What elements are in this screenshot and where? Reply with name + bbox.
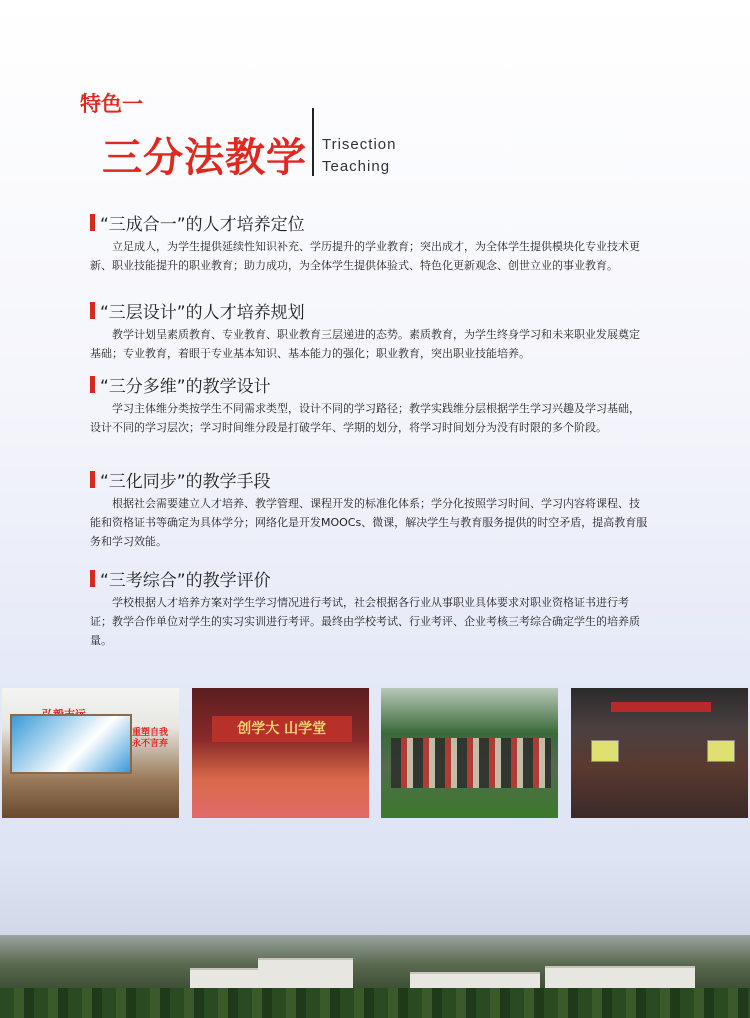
section-body: 立足成人，为学生提供延续性知识补充、学历提升的学业教育；突出成才，为全体学生提供模块化专业技术更新、职业技能提升的职业教育；助力成功，为全体学生提供体验式、特色化更新观念、创世立业的事业教育。 <box>90 240 640 272</box>
outdoor-students-photo <box>381 688 558 818</box>
feature-label: 特色一 <box>80 92 143 116</box>
heading-marker-icon <box>90 570 95 587</box>
section-heading: “三层设计”的人才培养规划 <box>100 302 305 323</box>
heading-marker-icon <box>90 376 95 393</box>
section-methods <box>90 467 650 551</box>
section-heading: “三考综合”的教学评价 <box>100 570 271 591</box>
section-body: 学习主体维分类按学生不同需求类型，设计不同的学习路径；教学实践维分层根据学生学习兴趣及学习基础，设计不同的学习层次；学习时间维分段是打破学年、学期的划分，将学习时间划分为没有时限的多个阶段。 <box>90 402 640 434</box>
stage-banner: 创学大 山学堂 <box>212 716 352 742</box>
wall-board <box>10 714 132 774</box>
section-positioning <box>90 210 650 275</box>
section-heading: “三分多维”的教学设计 <box>100 376 271 397</box>
heading-marker-icon <box>90 471 95 488</box>
heading-marker-icon <box>90 214 95 231</box>
section-evaluation <box>90 566 650 650</box>
classroom-slogan: 重塑自我 永不言弃 <box>132 728 169 749</box>
section-body: 学校根据人才培养方案对学生学习情况进行考试，社会根据各行业从事职业具体要求对职业资格证书进行考证；教学合作单位对学生的实习实训进行考评。最终由学校考试、行业考评、企业考核三考综合确定学生的培养质量。 <box>90 596 640 647</box>
projection-screen-right <box>707 740 735 762</box>
english-title-line2: Teaching <box>322 158 391 175</box>
page-title: 三分法教学 <box>102 135 307 181</box>
stage-group-photo <box>192 688 369 818</box>
lecture-hall-photo <box>571 688 748 818</box>
projection-screen-left <box>591 740 619 762</box>
campus-panorama <box>0 935 750 1018</box>
english-title <box>322 134 396 178</box>
heading-marker-icon <box>90 302 95 319</box>
photo-strip <box>2 688 748 818</box>
section-body: 根据社会需要建立人才培养、教学管理、课程开发的标准化体系；学分化按照学习时间、学习内容将课程、技能和资格证书等确定为具体学分；网络化是开发MOOCs、微课，解决学生与教育服务提供的时空矛盾，提高教育服务和学习效能。 <box>90 497 648 548</box>
tree-line <box>0 988 750 1018</box>
students-group <box>391 738 551 788</box>
section-heading: “三化同步”的教学手段 <box>100 471 271 492</box>
hall-banner <box>611 702 711 712</box>
section-heading: “三成合一”的人才培养定位 <box>100 214 305 235</box>
section-planning <box>90 298 650 363</box>
english-title-line1: Trisection <box>322 136 397 153</box>
section-design <box>90 372 650 437</box>
section-body: 教学计划呈素质教育、专业教育、职业教育三层递进的态势。素质教育，为学生终身学习和未来职业发展奠定基础；专业教育，着眼于专业基本知识、基本能力的强化；职业教育，突出职业技能培养。 <box>90 328 640 360</box>
title-divider <box>312 108 314 176</box>
classroom-photo <box>2 688 179 818</box>
